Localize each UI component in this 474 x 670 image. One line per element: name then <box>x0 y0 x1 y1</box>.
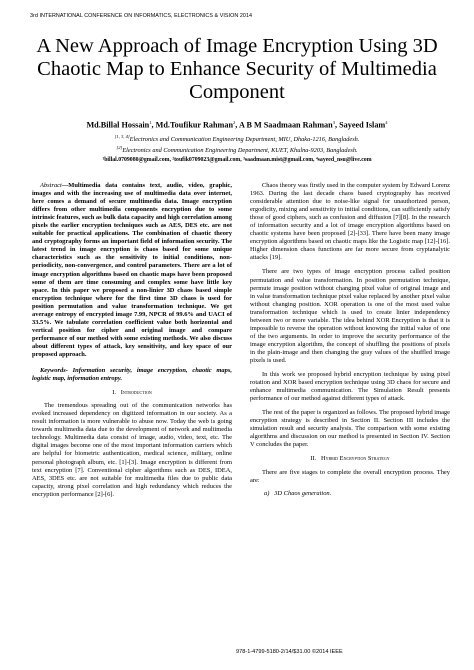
author-3: A B M Saadmaan Rahman <box>238 120 333 130</box>
affiliation-1-text: Electronics and Communication Engineering Department, MIU, Dhaka-1216, Bangladesh. <box>129 136 360 144</box>
right-column <box>250 182 450 498</box>
permutation-paragraph: There are two types of image encryption process called position permutation and value transformation. In position permutation technique, permute image position without changing pixel value of original image and in value transformation technique pixel value replaced by another pixel value without changing position. XOR operation is one of the most used value transformation technique which is used to create linier independency between two or more variable. The idea behind XOR Encryption is that it is impossible to reverse the operation without knowing the initial value of one of the two arguments. In order to improve the security performance of the image encryption algorithm, the concept of shuffling the positions of pixels in the plain-image and then changing the gray values of the shuffled image pixels is used. <box>250 268 450 364</box>
title-line-2: Chaotic Map to Enhance Security of Multimedia <box>37 58 437 80</box>
abstract-label: Abstract <box>40 182 62 189</box>
subsection-a-title: 3D Chaos generation. <box>274 489 332 497</box>
affiliation-2-sup: [2] <box>116 145 123 150</box>
author-3-sup: 3 <box>332 120 335 125</box>
intro-paragraph: The tremendous spreading out of the communication networks has evoked increased dependency on digitized information in our society. As a result information is more vulnerable to abuse now. Today the web is going towards multimedia data due to the development of network and multimedia technology. Multimedia data consist of image, audio, video, text, etc. The digital images become one of the most important information carriers which are helpful for biometric authentication, medical science, military, online personal photograph album, etc. [1]-[3]. Image encryption is different from text encryption [7]. Conventional cipher algorithms such as DES, IDEA, AES, 3DES etc. are not suitable for multimedia files due to public data capacity, strong pixel correlation and high redundancy which reduces the encryption performance [2]-[6]. <box>32 402 232 498</box>
section-2-title: Hybrid Encryption Strategy <box>321 455 390 463</box>
organization-paragraph: The rest of the paper is organized as follows. The proposed hybrid image encryption strategy is described in Section II. Section III includes the simulation result and security analysis. The comparison with some existing algorithms and discussion on our method is presented in Section IV. Section V concludes the paper. <box>250 409 451 449</box>
author-4-sup: 4 <box>385 120 388 125</box>
proposed-work-paragraph: In this work we proposed hybrid encryption technique by using pixel rotation and XOR based encryption technique using 3D chaos for secure and enhance multimedia communication. The Simulation Result presents performance of our method against different types of attack. <box>250 371 450 403</box>
conference-header: 3rd INTERNATIONAL CONFERENCE ON INFORMATICS, ELECTRONICS & VISION 2014 <box>30 13 253 19</box>
section-1-heading <box>32 389 232 397</box>
abstract-text: —Multimedia data contains text, audio, video, graphic, images and with the increasing use of multimedia data over internet, here comes a demand of secure multimedia data. Image encryption differs from other multimedia components encryption due to some intrinsic features, such as bulk data capacity and high correlation among pixels the earlier encryption techniques such as AES, DES etc. are not suitable for practical applications. The combination of chaotic theory and cryptography forms an important field of information security. The latest trend in image encryption is chaos based for some unique characteristics such as the sensitivity to initial conditions, non-periodicity, non-convergence, and control parameters. There are a lot of image encryption algorithms based on chaotic maps have been proposed some of them are time consuming and complex some have little key space. In this paper we proposed a non-linier 3D chaos based simple encryption technique where for the first time 3D chaos is used for position permutation and value transformation technique. We get average entropy of encrypted image 7.99, NPCR of 99.6% and UACI of 33.5%. We tabulate correlation coefficient value both horizontal and vertical position for cipher and original image and compare performance of our method with some existing methods. We also discuss about different types of attack, key sensitivity, and key space of our proposed approach. <box>32 182 232 358</box>
affiliation-1 <box>20 134 454 143</box>
abstract <box>32 182 232 359</box>
affiliation-1-sup: [1, 3, 4] <box>114 134 130 139</box>
paper-title <box>20 35 454 104</box>
keywords-text: Information security, image encryption, chaotic maps, logistic map, information entropy. <box>32 367 232 383</box>
author-emails: ¹billal.0709080@gmail.com, ²toufik0709023@gmail.com, ³saadmaan.mist@gmail.com, ⁴sayeed_nsu@live.com <box>102 157 372 163</box>
title-line-1: A New Approach of Image Encryption Using 3D <box>36 35 438 57</box>
author-2-sup: 2 <box>233 120 236 125</box>
section-1-number: I. <box>112 389 116 397</box>
left-column <box>32 182 232 499</box>
title-line-3: Component <box>189 81 285 103</box>
author-list: Md.Billal Hossain$^1$, Md.Toufikur Rahman$^2$, A B M Saadmaan Rahman$^3$, Sayeed Islam$^4$ <box>86 120 388 130</box>
section-2-heading <box>250 455 450 463</box>
author-2: Md.Toufikur Rahman <box>155 120 233 130</box>
author-1-sup: 1 <box>149 120 152 125</box>
subsection-a <box>250 490 450 498</box>
keywords-label: Keywords- <box>40 367 68 375</box>
author-4: Sayeed Islam <box>339 120 386 130</box>
section-2-number: II. <box>310 455 317 463</box>
section-1-title: Introduction <box>120 389 152 397</box>
affiliation-2 <box>20 145 454 154</box>
author-1: Md.Billal Hossain <box>86 120 150 130</box>
chaos-theory-paragraph: Chaos theory was firstly used in the computer system by Edward Lorenz 1963. During the last decade chaos based cryptography has received considerable attention due to noise-like signal for unauthorized person, ergodicity, mixing and sensitivity to initial conditions, can sufficiently satisfy those of good ciphers, such as confusion and diffusion [7][8]. In the research of information security and a lot of image encryption algorithms based on chaotic systems have been proposed [2]-[33]. There have been many image encryption algorithms based on chaotic maps like the Logistic map [12]-[16]. Higher dimension chaos functions are far more secure from cryptanalytic attacks [19]. <box>250 182 450 262</box>
stages-paragraph: There are five stages to complete the overall encryption process. They are: <box>250 468 450 484</box>
subsection-a-label: a) <box>264 489 270 497</box>
copyright-footer: 978-1-4799-5180-2/14/$31.00 ©2014 IEEE <box>236 649 343 655</box>
affiliation-2-text: Electronics and Communication Engineering Department, KUET, Khulna-9203, Bangladesh. <box>122 147 358 155</box>
keywords <box>32 367 232 383</box>
